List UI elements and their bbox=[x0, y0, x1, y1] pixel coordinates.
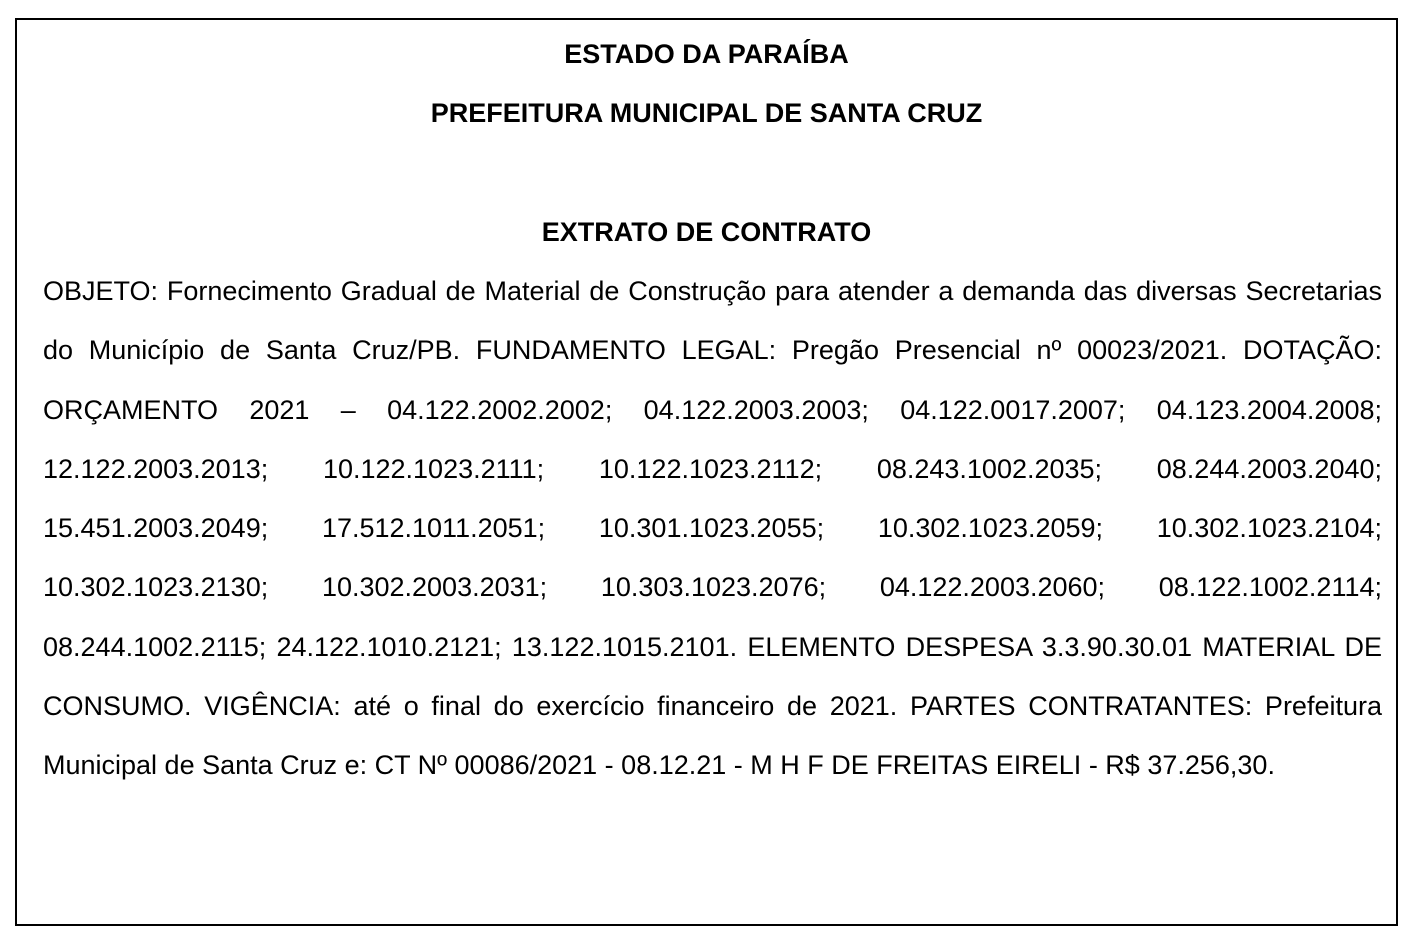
prefecture-heading: PREFEITURA MUNICIPAL DE SANTA CRUZ bbox=[430, 98, 983, 128]
state-heading: ESTADO DA PARAÍBA bbox=[564, 39, 849, 69]
document-frame bbox=[15, 18, 1398, 926]
contract-body-text: OBJETO: Fornecimento Gradual de Material de Construção para atender a demanda das diversas Secretarias do Município de Santa Cruz/PB. FUNDAMENTO LEGAL: Pregão Presencial nº 00023/2021. DOTAÇÃO: ORÇAMENTO 2021 – 04.122.2002.2002; 04.122.2003.2003; 04.122.0017.2007; 04.123.2004.2008; 12.122.2003.2013; 10.122.1023.2111; 10.122.1023.2112; 08.243.1002.2035; 08.244.2003.2040; 15.451.2003.2049; 17.512.1011.2051; 10.301.1023.2055; 10.302.1023.2059; 10.302.1023.2104; 10.302.1023.2130; 10.302.2003.2031; 10.303.1023.2076; 04.122.2003.2060; 08.122.1002.2114; 08.244.1002.2115; 24.122.1010.2121; 13.122.1015.2101. ELEMENTO DESPESA 3.3.90.30.01 MATERIAL DE CONSUMO. VIGÊNCIA: até o final do exercício financeiro de 2021. PARTES CONTRATANTES: Prefeitura Municipal de Santa Cruz e: CT Nº 00086/2021 - 08.12.21 - M H F DE FREITAS EIRELI - R$ 37.256,30. bbox=[43, 276, 1382, 781]
document-title: EXTRATO DE CONTRATO bbox=[541, 217, 872, 247]
